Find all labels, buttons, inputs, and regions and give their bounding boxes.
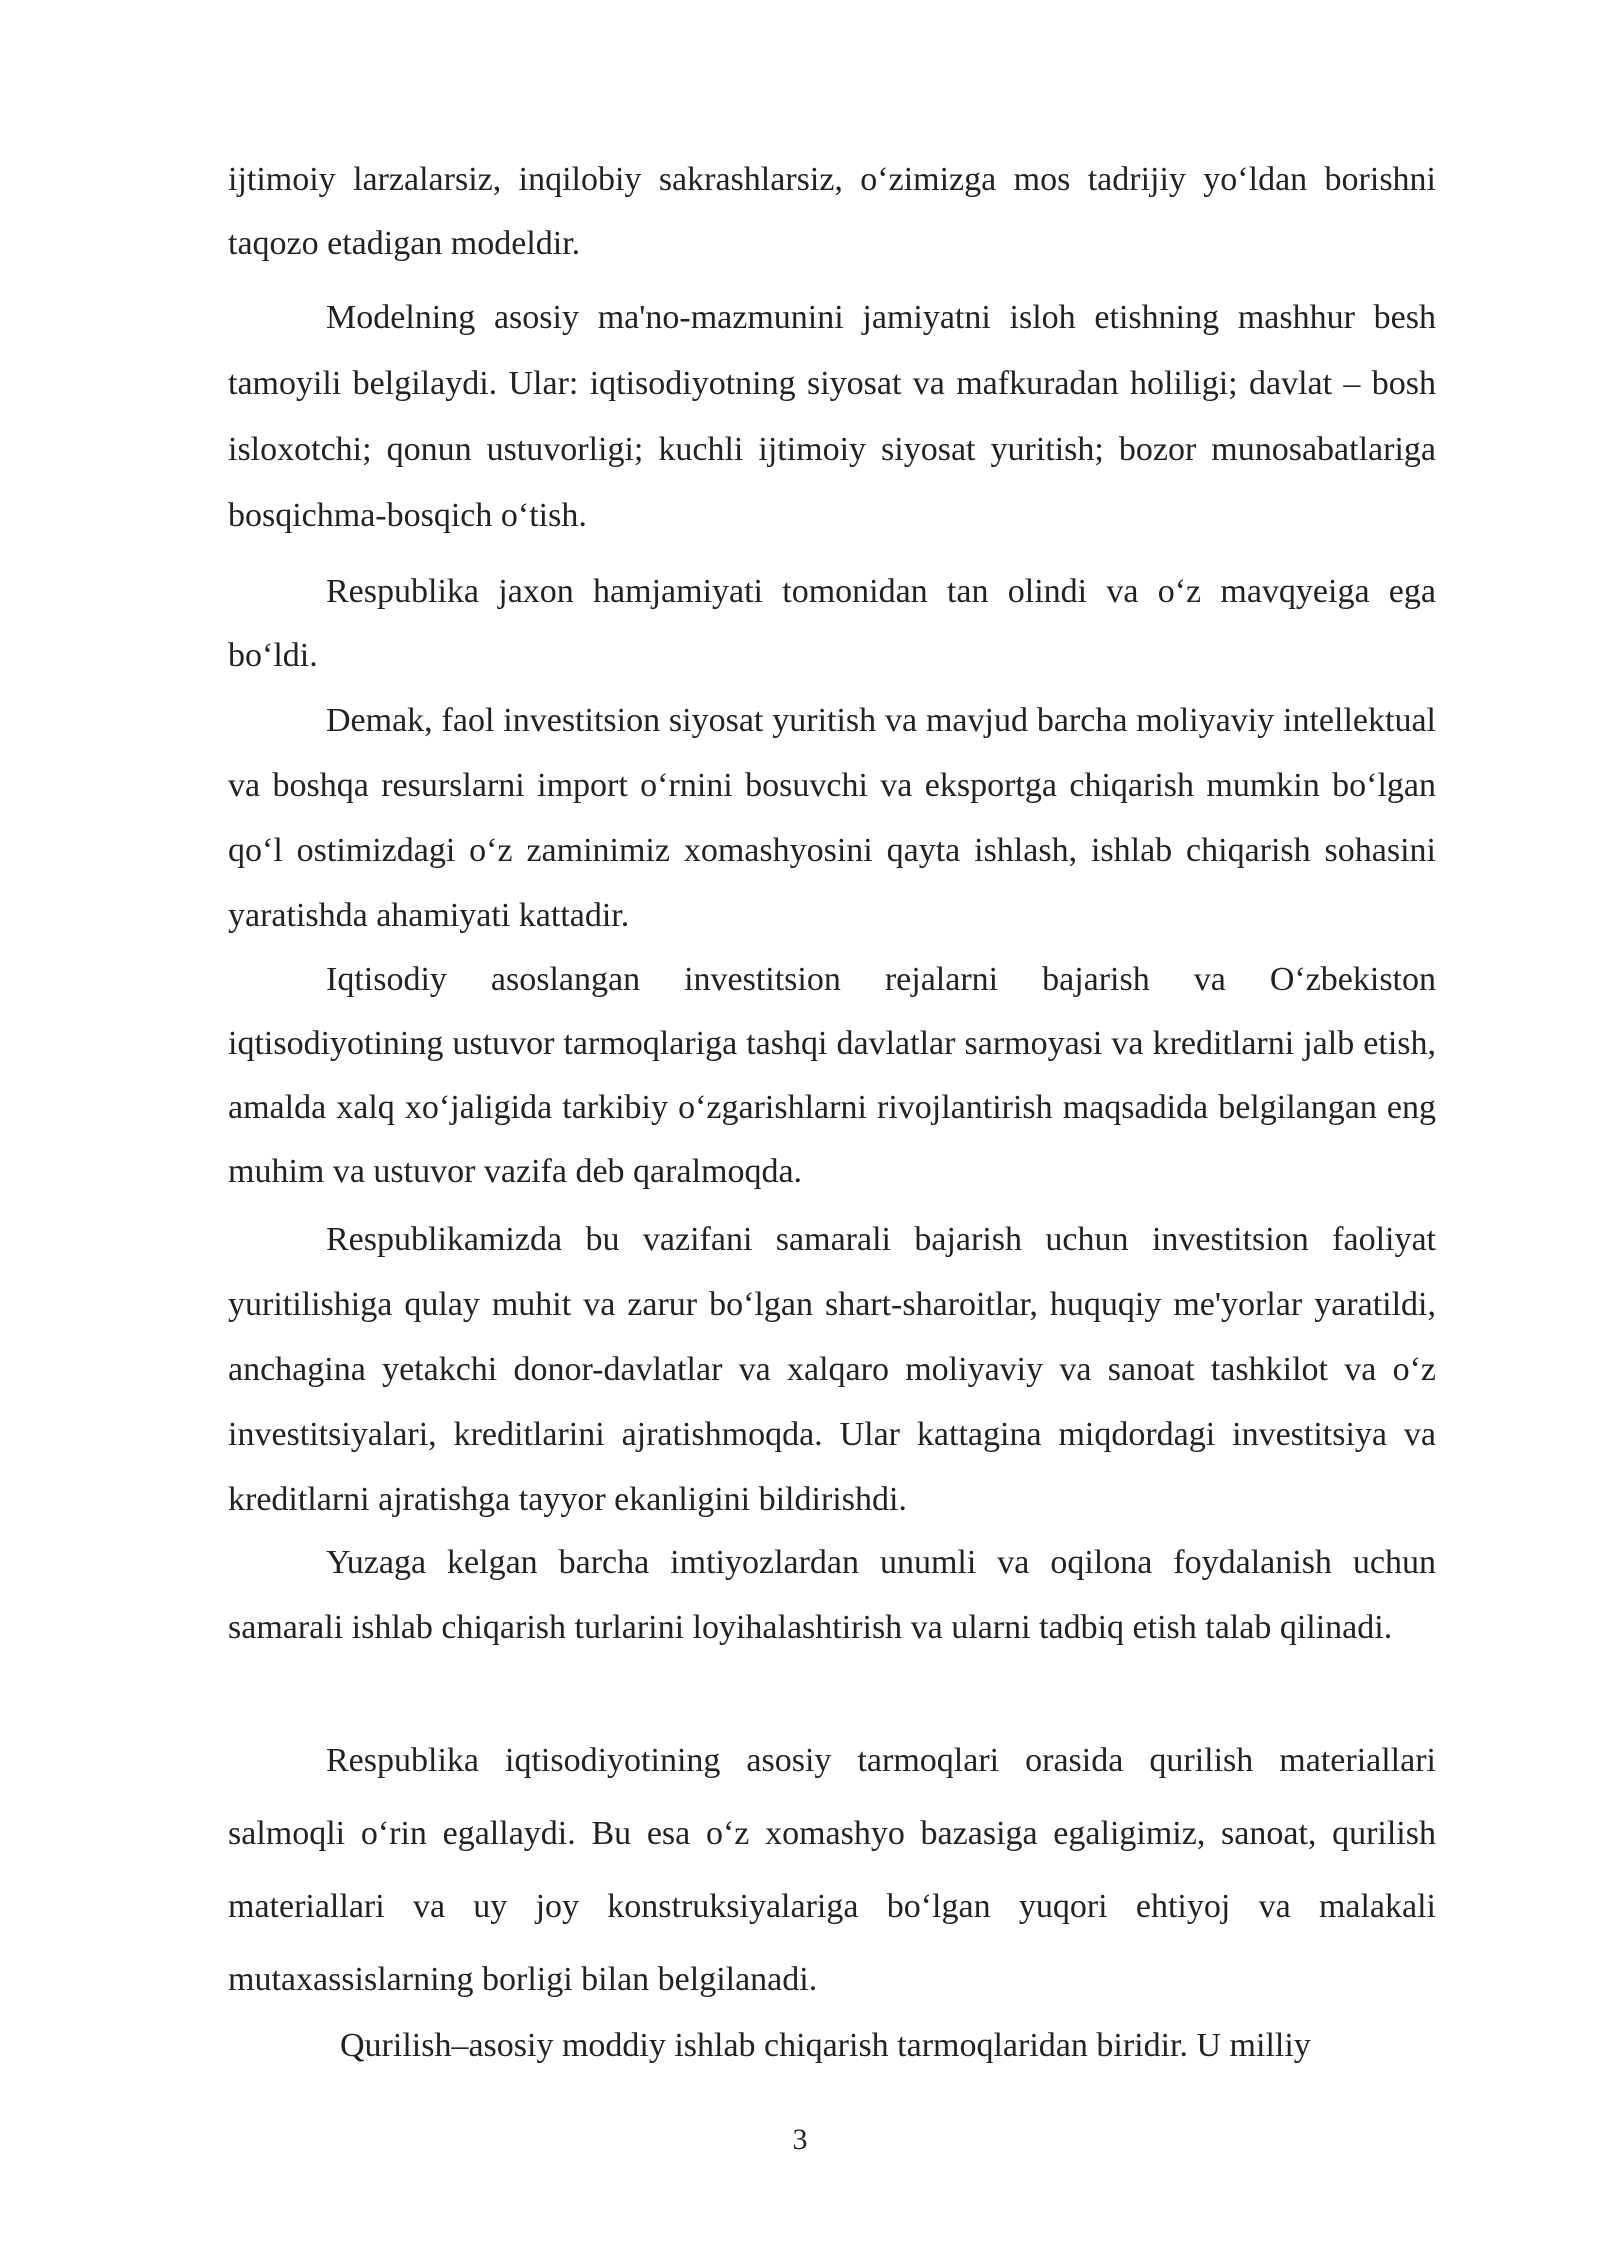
paragraph-8: Respublika iqtisodiyotining asosiy tarmoqlari orasida qurilish materiallari salmoqli o‘rin egallaydi. Bu esa o‘z xomashyo bazasiga egaligimiz, sanoat, qurilish materiallari va uy joy konstruksiyalariga bo‘lgan yuqori ehtiyoj va malakali mutaxassislarning borligi bilan belgilanadi.	[228, 1742, 1436, 1998]
paragraph-9: Qurilish–asosiy moddiy ishlab chiqarish tarmoqlaridan biridir. U milliy	[340, 2027, 1311, 2064]
paragraph-2: Modelning asosiy ma'no-mazmunini jamiyatni isloh etishning mashhur besh tamoyili belgilaydi. Ular: iqtisodiyotning siyosat va mafkuradan holiligi; davlat – bosh isloxotchi; qonun ustuvorligi; kuchli ijtimoiy siyosat yuritish; bozor munosabatlariga bosqichma-bosqich o‘tish.	[228, 299, 1436, 534]
paragraph-4: Demak, faol investitsion siyosat yuritish va mavjud barcha moliyaviy intellektual va boshqa resurslarni import o‘rnini bosuvchi va eksportga chiqarish mumkin bo‘lgan qo‘l ostimizdagi o‘z zaminimiz xomashyosini qayta ishlash, ishlab chiqarish sohasini yaratishda ahamiyati kattadir.	[228, 702, 1436, 934]
paragraph-6: Respublikamizda bu vazifani samarali bajarish uchun investitsion faoliyat yuritilishiga qulay muhit va zarur bo‘lgan shart-sharoitlar, huquqiy me'yorlar yaratildi, anchagina yetakchi donor-davlatlar va xalqaro moliyaviy va sanoat tashkilot va o‘z investitsiyalari, kreditlarini ajratishmoqda. Ular kattagina miqdordagi investitsiya va kreditlarni ajratishga tayyor ekanligini bildirishdi.	[228, 1221, 1436, 1518]
paragraph-7: Yuzaga kelgan barcha imtiyozlardan unumli va oqilona foydalanish uchun samarali ishlab chiqarish turlarini loyihalashtirish va ularni tadbiq etish talab qilinadi.	[228, 1544, 1436, 1646]
paragraph-5: Iqtisodiy asoslangan investitsion rejalarni bajarish va O‘zbekiston iqtisodiyotining ustuvor tarmoqlariga tashqi davlatlar sarmoyasi va kreditlarni jalb etish, amalda xalq xo‘jaligida tarkibiy o‘zgarishlarni rivojlantirish maqsadida belgilangan eng muhim va ustuvor vazifa deb qaralmoqda.	[228, 961, 1436, 1190]
page-number: 3	[792, 2123, 808, 2156]
paragraph-3: Respublika jaxon hamjamiyati tomonidan tan olindi va o‘z mavqyeiga ega bo‘ldi.	[228, 573, 1436, 674]
paragraph-1: ijtimoiy larzalarsiz, inqilobiy sakrashlarsiz, o‘zimizga mos tadrijiy yo‘ldan borishni taqozo etadigan modeldir.	[228, 161, 1436, 262]
